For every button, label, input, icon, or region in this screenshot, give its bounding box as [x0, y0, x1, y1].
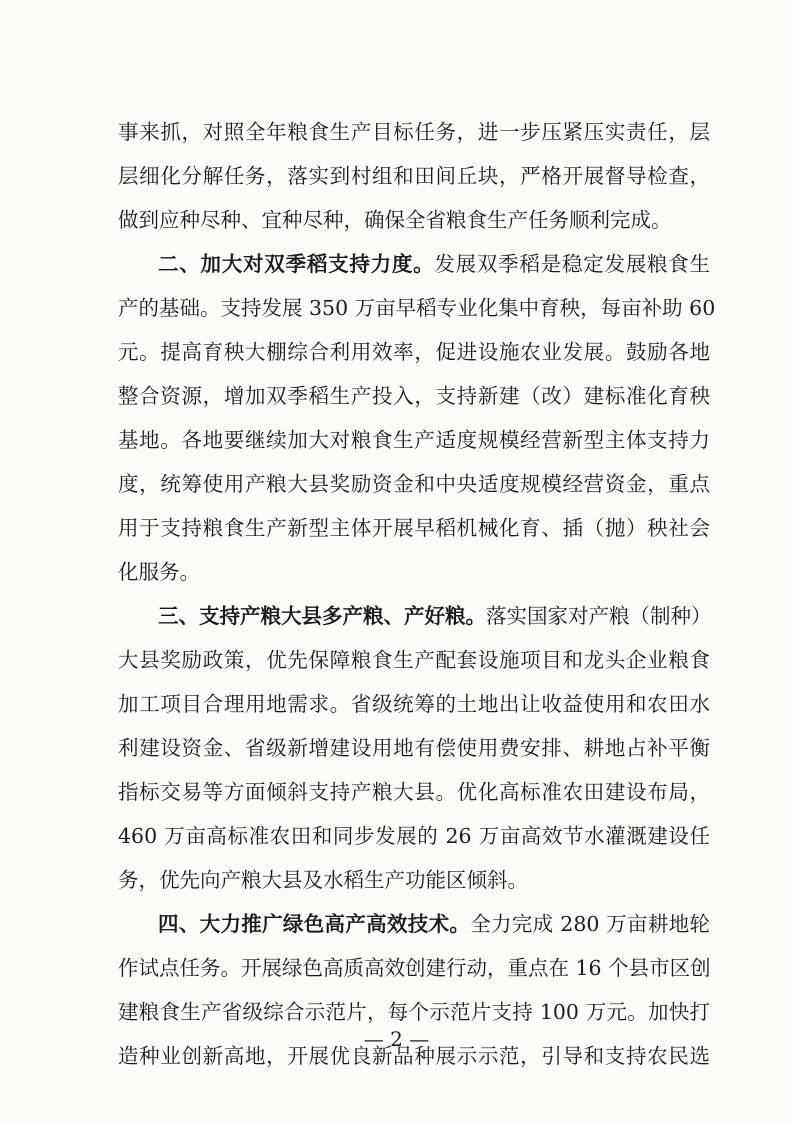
- section-heading: 四、大力推广绿色高产高效技术。: [158, 912, 471, 936]
- paragraph-line: 造种业创新高地，开展优良新品种展示示范，引导和支持农民选: [118, 1044, 710, 1068]
- paragraph-line: 指标交易等方面倾斜支持产粮大县。优化高标准农田建设布局，: [118, 780, 710, 804]
- paragraph-line: 建粮食生产省级综合示范片，每个示范片支持 100 万元。加快打: [118, 1000, 710, 1024]
- section-heading: 三、支持产粮大县多产粮、产好粮。: [158, 604, 486, 628]
- paragraph-line: 基地。各地要继续加大对粮食生产适度规模经营新型主体支持力: [118, 428, 710, 452]
- paragraph-line: 度，统筹使用产粮大县奖励资金和中央适度规模经营资金，重点: [118, 472, 710, 496]
- paragraph-text: 落实国家对产粮（制种）: [486, 604, 712, 628]
- paragraph-line: 做到应种尽种、宜种尽种，确保全省粮食生产任务顺利完成。: [118, 208, 672, 232]
- paragraph-line: 整合资源，增加双季稻生产投入，支持新建（改）建标准化育秧: [118, 384, 710, 408]
- paragraph-line: 产的基础。支持发展 350 万亩早稻专业化集中育秧，每亩补助 60: [118, 296, 716, 320]
- paragraph-line: 化服务。: [118, 560, 200, 584]
- section-heading: 二、加大对双季稻支持力度。: [158, 252, 435, 276]
- paragraph-first-line: [158, 902, 710, 946]
- paragraph-line: 层细化分解任务，落实到村组和田间丘块，严格开展督导检查，: [118, 164, 710, 188]
- paragraph-line: 大县奖励政策，优先保障粮食生产配套设施项目和龙头企业粮食: [118, 648, 710, 672]
- paragraph-first-line: [158, 594, 710, 638]
- paragraph-line: 利建设资金、省级新增建设用地有偿使用费安排、耕地占补平衡: [118, 736, 710, 760]
- paragraph-text: 发展双季稻是稳定发展粮食生: [434, 252, 711, 276]
- paragraph-first-line: [158, 242, 710, 286]
- page-number: — 2 —: [363, 1027, 430, 1051]
- paragraph-text: 全力完成 280 万亩耕地轮: [470, 912, 710, 936]
- paragraph-line: 作试点任务。开展绿色高质高效创建行动，重点在 16 个县市区创: [118, 956, 711, 980]
- paragraph-line: 460 万亩高标准农田和同步发展的 26 万亩高效节水灌溉建设任: [118, 824, 710, 848]
- paragraph-line: 务，优先向产粮大县及水稻生产功能区倾斜。: [118, 868, 528, 892]
- paragraph-line: 加工项目合理用地需求。省级统筹的土地出让收益使用和农田水: [118, 692, 710, 716]
- paragraph-line: 用于支持粮食生产新型主体开展早稻机械化育、插（抛）秧社会: [118, 516, 710, 540]
- paragraph-line: 事来抓，对照全年粮食生产目标任务，进一步压紧压实责任，层: [118, 120, 710, 144]
- paragraph-line: 元。提高育秧大棚综合利用效率，促进设施农业发展。鼓励各地: [118, 340, 710, 364]
